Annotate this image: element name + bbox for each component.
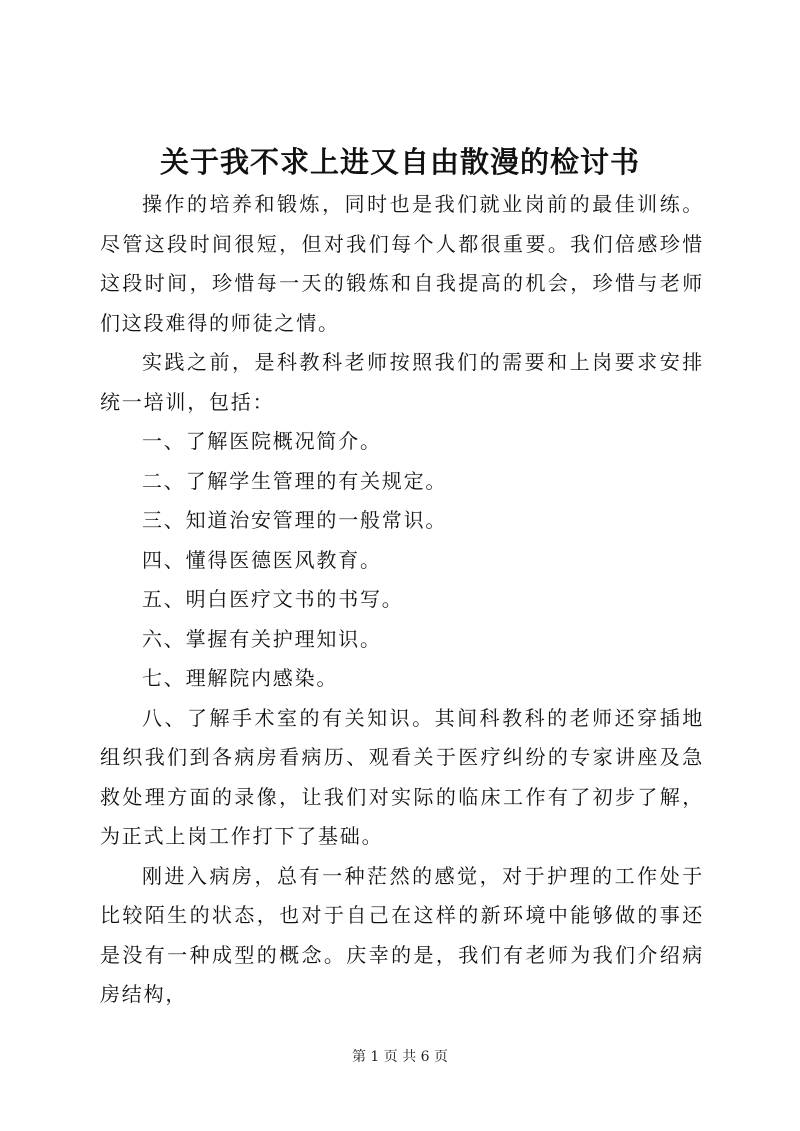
list-item: 一、了解医院概况简介。 (142, 429, 382, 453)
list-item: 六、掌握有关护理知识。 (142, 626, 382, 651)
list-item: 五、明白医疗文书的书写。 (142, 587, 404, 611)
list-item: 三、知道治安管理的一般常识。 (142, 508, 448, 532)
paragraph: 刚进入病房，总有一种茫然的感觉，对于护理的工作处于比较陌生的状态，也对于自己在这样的新环境中能够做的事还是没有一种成型的概念。庆幸的是，我们有老师为我们介绍病房结构， (100, 863, 704, 1006)
document-body (100, 185, 704, 1015)
paragraph: 八、了解手术室的有关知识。其间科教科的老师还穿插地组织我们到各病房看病历、观看关于医疗纠纷的专家讲座及急救处理方面的录像，让我们对实际的临床工作有了初步了解，为正式上岗工作打下了基础。 (100, 705, 704, 848)
document-title: 关于我不求上进又自由散漫的检讨书 (159, 145, 640, 179)
paragraph: 实践之前，是科教科老师按照我们的需要和上岗要求安排统一培训，包括： (100, 350, 704, 414)
list-item: 二、了解学生管理的有关规定。 (142, 468, 448, 493)
list-item: 四、懂得医德医风教育。 (142, 547, 382, 572)
page-footer: 第 1 页 共 6 页 (351, 1049, 449, 1065)
list-item: 七、理解院内感染。 (142, 666, 339, 690)
paragraph: 操作的培养和锻炼，同时也是我们就业岗前的最佳训练。尽管这段时间很短，但对我们每个人都很重要。我们倍感珍惜这段时间，珍惜每一天的锻炼和自我提高的机会，珍惜与老师们这段难得的师徒之情。 (100, 192, 704, 335)
